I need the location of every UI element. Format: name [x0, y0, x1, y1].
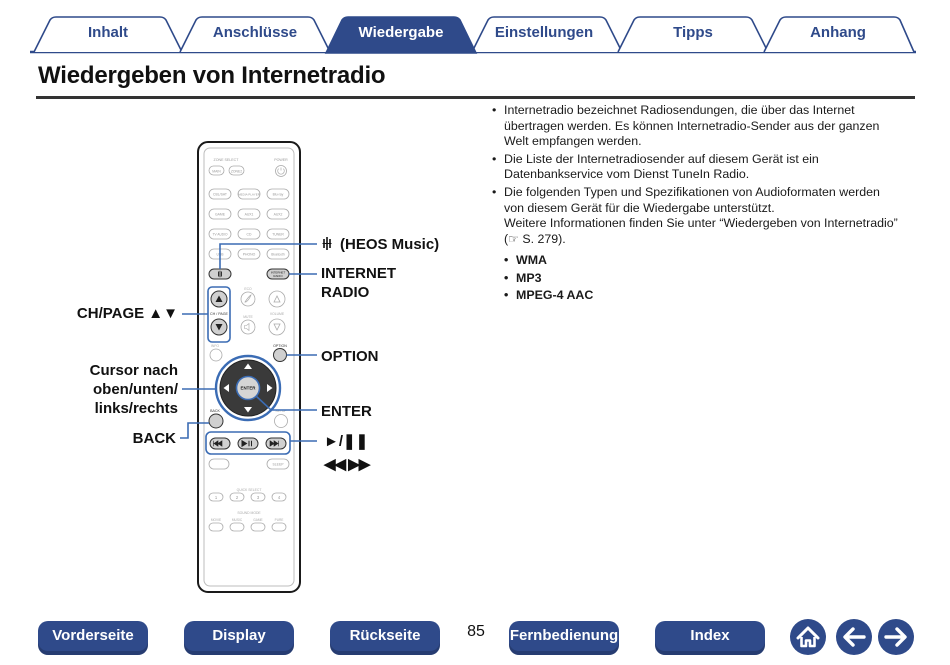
nav-vorderseite-button[interactable]: Vorderseite: [38, 621, 148, 655]
sound-mode-pure-button[interactable]: [272, 523, 286, 531]
svg-text:Blu-ray: Blu-ray: [272, 192, 284, 197]
svg-text:4: 4: [277, 495, 281, 500]
callout-cursor-1: Cursor nach: [89, 362, 178, 379]
svg-text:RADIO: RADIO: [273, 274, 283, 278]
page-reference-link[interactable]: ☞ S. 279).: [508, 231, 566, 246]
svg-text:1: 1: [214, 495, 218, 500]
formats-reference: Weitere Informationen finden Sie unter “Wiedergeben von Internetradio” (☞ S. 279).: [504, 216, 898, 246]
svg-text:MAIN: MAIN: [212, 169, 221, 174]
setup-small-button[interactable]: [209, 459, 229, 469]
bullet-internetradio: • Internetradio bezeichnet Radiosendungen, die über das Internet übertragen werden. Es können Internetradio-Sender aus der ganzen Welt empfangen werden.: [492, 103, 902, 150]
page-title: Wiedergeben von Internetradio: [38, 62, 386, 89]
svg-text:PURE: PURE: [274, 518, 284, 522]
nav-fernbedienung-button[interactable]: Fernbedienung: [509, 621, 619, 655]
callout-internet-radio-1: INTERNET: [321, 265, 396, 282]
nav-display-button[interactable]: Display: [184, 621, 294, 655]
home-button[interactable]: [790, 619, 826, 655]
reference-hand-icon: ☞: [508, 231, 519, 246]
svg-text:2: 2: [235, 495, 239, 500]
callout-heos-music: (HEOS Music): [340, 236, 440, 253]
nav-index-button[interactable]: Index: [655, 621, 765, 655]
svg-text:CBL/SAT: CBL/SAT: [213, 192, 227, 197]
format-item: • MP3: [504, 270, 902, 288]
sound-mode-game-button[interactable]: [251, 523, 265, 531]
callout-play-pause: ►/❚❚: [324, 433, 369, 450]
callout-internet-radio-2: RADIO: [321, 284, 370, 301]
svg-text:ENTER: ENTER: [240, 385, 256, 391]
back-button[interactable]: [209, 414, 223, 428]
svg-text:TUNER: TUNER: [272, 232, 284, 237]
svg-text:INFO: INFO: [210, 344, 220, 348]
svg-text:GAME: GAME: [253, 518, 263, 522]
arrow-right-icon: [878, 619, 914, 655]
svg-text:VOLUME: VOLUME: [269, 312, 285, 316]
svg-text:MOVIE: MOVIE: [210, 518, 222, 522]
page-number: 85: [467, 623, 485, 640]
svg-text:ZONE2: ZONE2: [230, 169, 243, 174]
label-zone-select: ZONE SELECT: [213, 158, 239, 162]
info-button[interactable]: [210, 349, 222, 361]
bullet-tunein: • Die Liste der Internetradiosender auf diesem Gerät ist ein Datenbankservice vom Dienst TuneIn Radio.: [492, 152, 902, 183]
callout-enter: ENTER: [321, 403, 372, 420]
home-icon: [790, 619, 826, 655]
tab-einstellungen[interactable]: Einstellungen: [494, 24, 594, 41]
callout-skip: ◀◀ ▶▶: [324, 456, 370, 473]
label-power: POWER: [274, 158, 288, 162]
svg-text:AUX2: AUX2: [273, 212, 283, 217]
svg-text:ECO: ECO: [244, 287, 252, 291]
forward-page-button[interactable]: [878, 619, 914, 655]
callout-cursor-3: links/rechts: [94, 400, 178, 417]
callout-ch-page: CH/PAGE ▲▼: [76, 305, 178, 322]
volume-up-button[interactable]: [269, 291, 285, 307]
svg-text:AUX1: AUX1: [244, 212, 254, 217]
svg-text:QUICK SELECT: QUICK SELECT: [236, 488, 262, 492]
svg-text:GAME: GAME: [215, 212, 225, 217]
svg-text:CD: CD: [246, 232, 252, 237]
tab-tipps[interactable]: Tipps: [673, 24, 713, 41]
tab-anschluesse[interactable]: Anschlüsse: [212, 24, 298, 41]
svg-text:MUSIC: MUSIC: [231, 518, 243, 522]
play-pause-button[interactable]: [238, 438, 258, 449]
tab-wiedergabe[interactable]: Wiedergabe: [358, 24, 444, 41]
svg-text:USB: USB: [216, 252, 224, 257]
svg-text:MEDIA PLAYER: MEDIA PLAYER: [238, 192, 260, 197]
svg-text:SLEEP: SLEEP: [272, 462, 284, 467]
svg-text:TV AUDIO: TV AUDIO: [212, 232, 228, 237]
setup-button[interactable]: [275, 415, 288, 428]
svg-text:SOUND MODE: SOUND MODE: [237, 511, 261, 515]
format-item: • WMA: [504, 252, 902, 270]
svg-text:MUTE: MUTE: [243, 315, 253, 319]
callout-option: OPTION: [321, 348, 379, 365]
svg-text:PHONO: PHONO: [242, 252, 256, 257]
format-item: • MPEG-4 AAC: [504, 287, 902, 305]
svg-text:3: 3: [256, 495, 260, 500]
svg-text:INTERNET: INTERNET: [270, 270, 286, 275]
tab-inhalt[interactable]: Inhalt: [88, 24, 128, 41]
back-page-button[interactable]: [836, 619, 872, 655]
svg-text:BACK: BACK: [210, 409, 220, 413]
heos-icon: [219, 271, 222, 277]
mute-button[interactable]: [241, 320, 255, 334]
eco-button[interactable]: [241, 292, 255, 306]
sound-mode-movie-button[interactable]: [209, 523, 223, 531]
svg-text:SETUP: SETUP: [275, 409, 287, 413]
arrow-left-icon: [836, 619, 872, 655]
nav-rueckseite-button[interactable]: Rückseite: [330, 621, 440, 655]
svg-text:OPTION: OPTION: [273, 344, 287, 348]
svg-text:Bluetooth: Bluetooth: [271, 252, 285, 257]
volume-down-button[interactable]: [269, 319, 285, 335]
svg-text:CH / PAGE: CH / PAGE: [210, 312, 228, 316]
tab-anhang[interactable]: Anhang: [810, 24, 866, 41]
formats-intro: • Die folgenden Typen und Spezifikationen von Audioformaten werden von diesem Gerät für die Wiedergabe unterstützt.: [504, 184, 880, 215]
option-button[interactable]: [274, 349, 287, 362]
callout-back: BACK: [132, 430, 176, 447]
callout-cursor-2: oben/unten/: [93, 381, 178, 398]
sound-mode-music-button[interactable]: [230, 523, 244, 531]
